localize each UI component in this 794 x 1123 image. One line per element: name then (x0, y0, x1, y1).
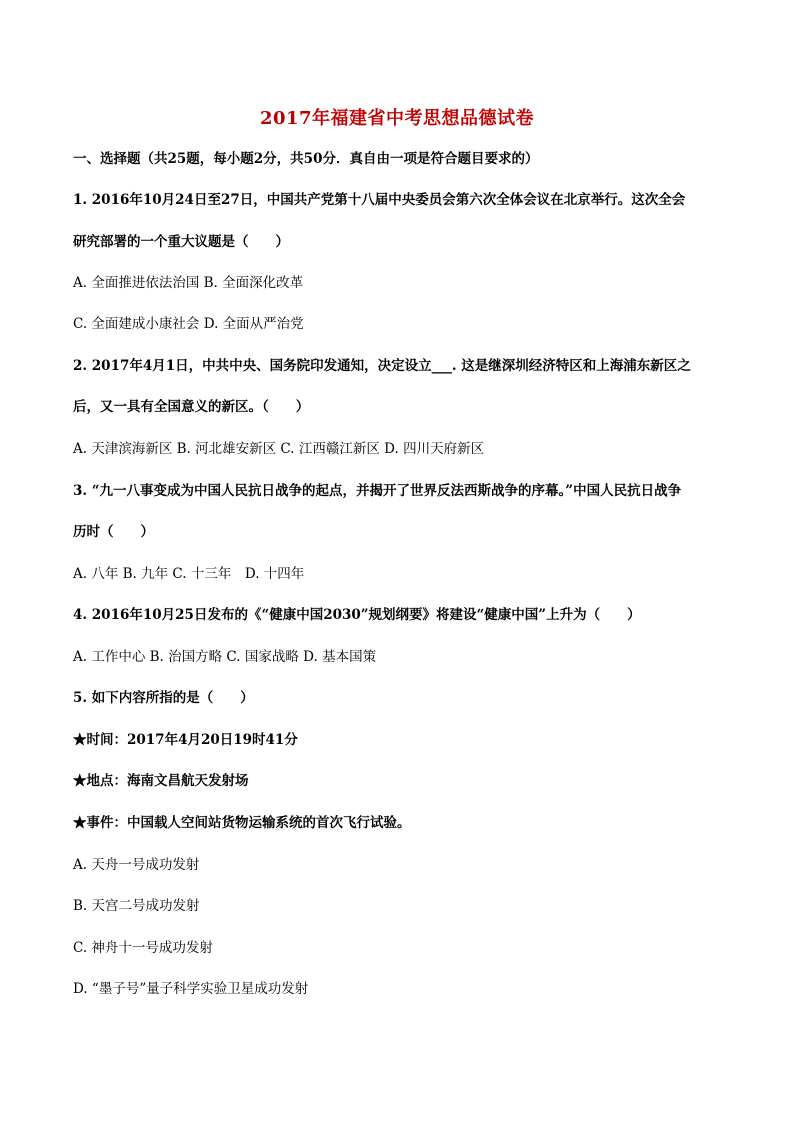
question-4-options-line1: A. 工作中心 B. 治国方略 C. 国家战略 D. 基本国策 (73, 649, 377, 665)
question-1-options-line1: A. 全面推进依法治国 B. 全面深化改革 (73, 275, 304, 291)
question-5-info-time: ★时间：2017年4月20日19时41分 (73, 732, 298, 748)
page-title: 2017年福建省中考思想品德试卷 (259, 108, 535, 129)
section-heading: 一、选择题（共25题，每小题2分，共50分．真自由一项是符合题目要求的） (73, 151, 539, 167)
question-5-info-place: ★地点：海南文昌航天发射场 (73, 773, 249, 789)
question-5-info-event: ★事件：中国载人空间站货物运输系统的首次飞行试验。 (73, 815, 411, 831)
question-5-stem-line1: 5. 如下内容所指的是（ ） (73, 690, 254, 706)
question-5-option-c: C. 神舟十一号成功发射 (73, 940, 213, 956)
question-5-option-b: B. 天宫二号成功发射 (73, 898, 200, 914)
question-1-stem-line2: 研究部署的一个重大议题是（ ） (73, 234, 289, 250)
question-5-option-a: A. 天舟一号成功发射 (73, 857, 200, 873)
question-1-options-line2: C. 全面建成小康社会 D. 全面从严治党 (73, 316, 304, 332)
question-2-stem-line2: 后，又一具有全国意义的新区。（ ） (73, 399, 310, 415)
question-3-options-line1: A. 八年 B. 九年 C. 十三年 D. 十四年 (73, 566, 305, 582)
question-2-options-line1: A. 天津滨海新区 B. 河北雄安新区 C. 江西赣江新区 D. 四川天府新区 (73, 441, 485, 457)
question-2-stem-line1: 2. 2017年4月1日，中共中央、国务院印发通知，决定设立___. 这是继深圳经济特区和上海浦东新区之 (73, 358, 691, 374)
question-4-stem-line1: 4. 2016年10月25日发布的《“健康中国2030”规划纲要》将建设“健康中国”上升为（ ） (73, 607, 641, 623)
question-3-stem-line1: 3. “九一八事变成为中国人民抗日战争的起点，并揭开了世界反法西斯战争的序幕。”中国人民抗日战争 (73, 483, 682, 499)
question-5-option-d: D. “墨子号”量子科学实验卫星成功发射 (73, 981, 309, 997)
question-1-stem-line1: 1. 2016年10月24日至27日，中国共产党第十八届中央委员会第六次全体会议在北京举行。这次全会 (73, 192, 686, 208)
question-3-stem-line2: 历时（ ） (73, 524, 154, 540)
